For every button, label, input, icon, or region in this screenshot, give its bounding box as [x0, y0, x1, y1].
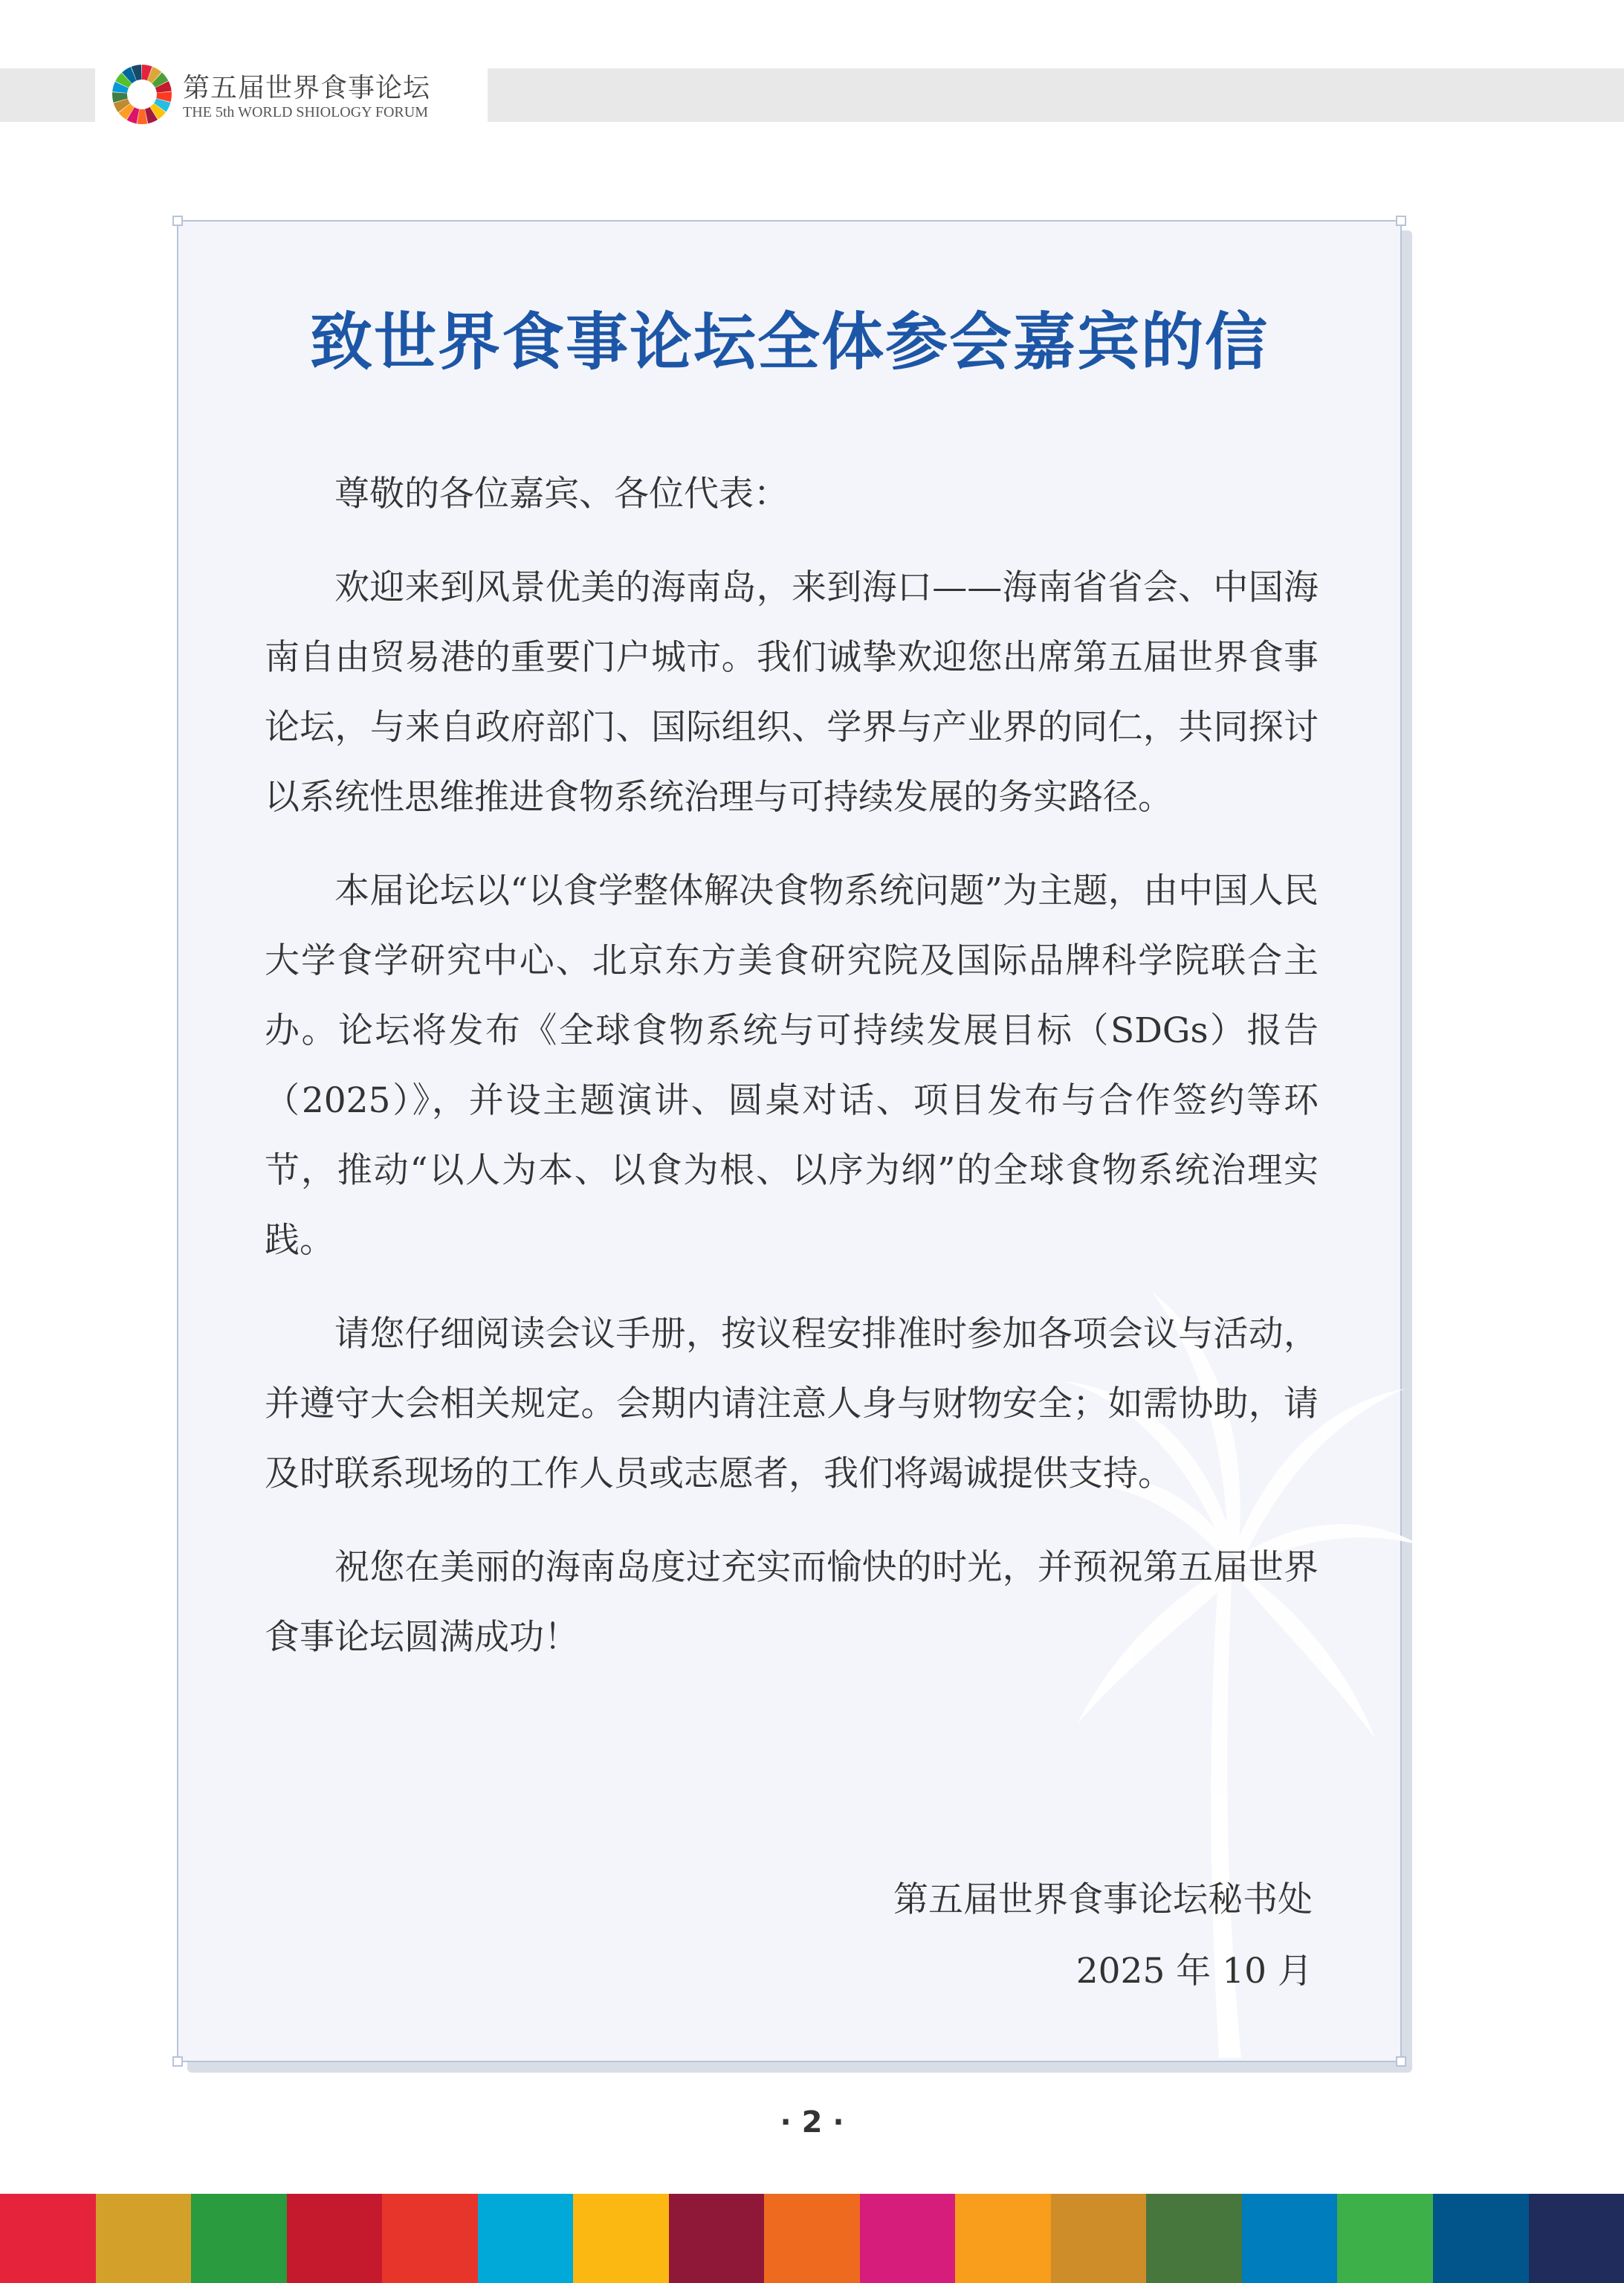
letter-card [177, 220, 1402, 2062]
card-corner [1396, 2056, 1406, 2067]
paragraph: 欢迎来到风景优美的海南岛，来到海口——海南省省会、中国海南自由贸易港的重要门户城市。我们诚挚欢迎您出席第五届世界食事论坛，与来自政府部门、国际组织、学界与产业界的同仁，共同探讨以系统性思维推进食物系统治理与可持续发展的务实路径。 [265, 567, 1319, 818]
paragraph: 祝您在美丽的海南岛度过充实而愉快的时光，并预祝第五届世界食事论坛圆满成功！ [265, 1547, 1319, 1658]
color-bar-segment [0, 2194, 96, 2283]
letter-body [265, 459, 1319, 1696]
color-bar-segment [1433, 2194, 1529, 2283]
signature-block [893, 1864, 1313, 2007]
card-corner [1396, 216, 1406, 226]
forum-subtitle: THE 5th WORLD SHIOLOGY FORUM [183, 104, 428, 120]
color-bar-segment [669, 2194, 765, 2283]
signature-org: 第五届世界食事论坛秘书处 [893, 1879, 1313, 1920]
color-bar-segment [191, 2194, 287, 2283]
color-bar-segment [1051, 2194, 1147, 2283]
color-bar-segment [1529, 2194, 1624, 2283]
card-corner [172, 2056, 183, 2067]
paragraph: 本届论坛以“以食学整体解决食物系统问题”为主题，由中国人民大学食学研究中心、北京东方美食研究院及国际品牌科学院联合主办。论坛将发布《全球食物系统与可持续发展目标（SDGs）报告（2025）》，并设主题演讲、圆桌对话、项目发布与合作签约等环节，推动“以人为本、以食为根、以序为纲”的全球食物系统治理实践。 [265, 871, 1319, 1261]
color-bar-segment [382, 2194, 478, 2283]
color-bar-segment [573, 2194, 669, 2283]
card-corner [172, 216, 183, 226]
color-bar-segment [96, 2194, 192, 2283]
color-bar-segment [955, 2194, 1051, 2283]
color-bar-segment [1242, 2194, 1338, 2283]
forum-title: 第五届世界食事论坛 [183, 73, 431, 103]
salutation: 尊敬的各位嘉宾、各位代表： [334, 474, 789, 514]
color-bar-segment [478, 2194, 574, 2283]
color-bar-segment [860, 2194, 956, 2283]
color-bar-segment [1146, 2194, 1242, 2283]
page-number: · 2 · [780, 2105, 844, 2140]
signature-date: 2025 年 10 月 [1075, 1951, 1313, 1992]
color-bar-segment [287, 2194, 383, 2283]
sdg-color-bar [0, 2194, 1624, 2283]
color-bar-segment [1337, 2194, 1433, 2283]
color-bar-segment [764, 2194, 860, 2283]
paragraph: 请您仔细阅读会议手册，按议程安排准时参加各项会议与活动，并遵守大会相关规定。会期内请注意人身与财物安全；如需协助，请及时联系现场的工作人员或志愿者，我们将竭诚提供支持。 [265, 1314, 1319, 1494]
letter-title: 致世界食事论坛全体参会嘉宾的信 [309, 306, 1269, 378]
forum-logo-icon [111, 64, 172, 125]
